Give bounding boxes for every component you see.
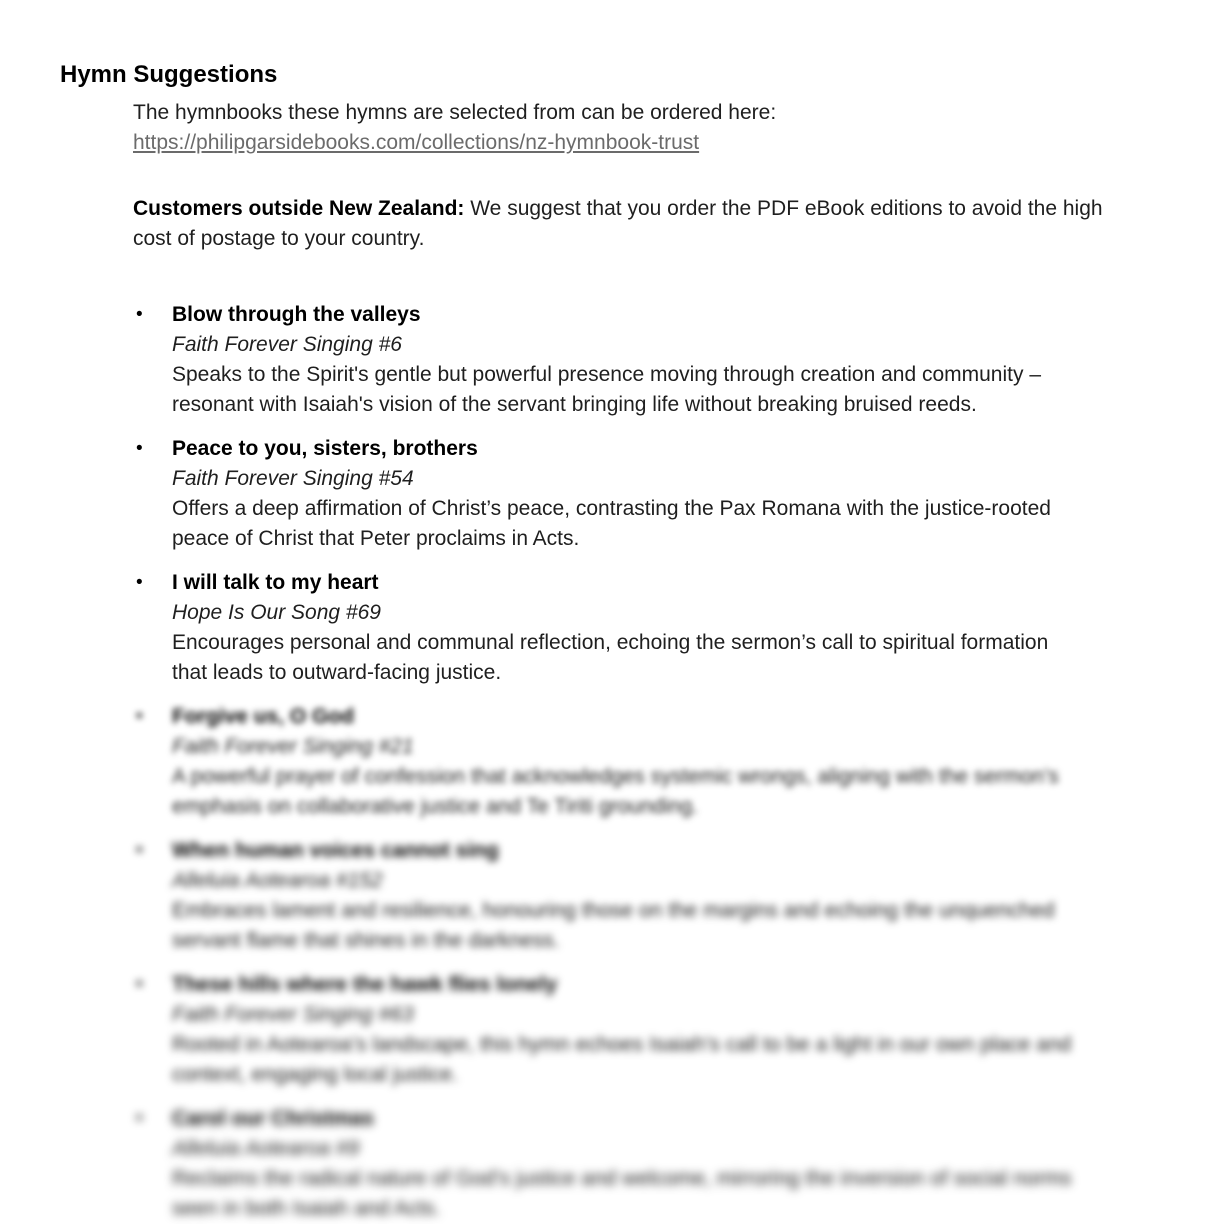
hymn-description-line: emphasis on collaborative justice and Te Tiriti grounding. <box>172 795 699 818</box>
hymn-item <box>133 434 1180 554</box>
hymn-description-line: servant flame that shines in the darkness. <box>172 929 560 952</box>
document-body <box>133 98 1180 1224</box>
hymn-list <box>133 300 1180 1224</box>
hymn-title: Peace to you, sisters, brothers <box>172 437 478 460</box>
bullet-icon: • <box>136 438 143 459</box>
bullet-icon: • <box>136 706 143 727</box>
hymn-source: Alleluia Aotearoa #9 <box>172 1137 360 1160</box>
page-title: Hymn Suggestions <box>60 61 278 88</box>
intro-text: The hymnbooks these hymns are selected from can be ordered here: <box>133 101 777 124</box>
hymn-item <box>133 702 1180 822</box>
hymn-source: Alleluia Aotearoa #152 <box>172 869 383 892</box>
hymn-title: I will talk to my heart <box>172 571 379 594</box>
notice-text-line1: We suggest that you order the PDF eBook editions to avoid the high <box>464 197 1103 220</box>
hymn-description-line: Encourages personal and communal reflection, echoing the sermon’s call to spiritual formation <box>172 631 1049 654</box>
bullet-icon: • <box>136 572 143 593</box>
hymn-item <box>133 1104 1180 1224</box>
hymnbook-order-link[interactable]: https://philipgarsidebooks.com/collections/nz-hymnbook-trust <box>133 131 700 154</box>
hymn-title: Carol our Christmas <box>172 1107 374 1130</box>
bullet-icon: • <box>136 1108 143 1129</box>
hymn-description-line: Speaks to the Spirit's gentle but powerful presence moving through creation and community – <box>172 363 1041 386</box>
bullet-icon: • <box>136 840 143 861</box>
intro-paragraph <box>133 98 1180 158</box>
hymn-source: Faith Forever Singing #54 <box>172 467 414 490</box>
hymn-item <box>133 836 1180 956</box>
hymn-description-line: Embraces lament and resilience, honouring those on the margins and echoing the unquenched <box>172 899 1055 922</box>
hymn-title: These hills where the hawk flies lonely <box>172 973 558 996</box>
shipping-notice-paragraph <box>133 194 1180 254</box>
hymn-description-line: seen in both Isaiah and Acts. <box>172 1197 441 1220</box>
hymn-source: Faith Forever Singing #21 <box>172 735 414 758</box>
hymn-description-line: peace of Christ that Peter proclaims in Acts. <box>172 527 580 550</box>
bullet-icon: • <box>136 974 143 995</box>
hymn-item <box>133 970 1180 1090</box>
hymn-description-line: Offers a deep affirmation of Christ’s peace, contrasting the Pax Romana with the justice-rooted <box>172 497 1051 520</box>
hymn-source: Hope Is Our Song #69 <box>172 601 381 624</box>
bullet-icon: • <box>136 304 143 325</box>
hymn-description-line: that leads to outward-facing justice. <box>172 661 502 684</box>
notice-text-line2: cost of postage to your country. <box>133 227 425 250</box>
hymn-title: Blow through the valleys <box>172 303 421 326</box>
hymn-title: When human voices cannot sing <box>172 839 499 862</box>
hymn-description-line: resonant with Isaiah's vision of the servant bringing life without breaking bruised reeds. <box>172 393 977 416</box>
hymn-description-line: context, engaging local justice. <box>172 1063 459 1086</box>
hymn-title: Forgive us, O God <box>172 705 355 728</box>
hymn-description-line: A powerful prayer of confession that acknowledges systemic wrongs, aligning with the sermon’s <box>172 765 1059 788</box>
hymn-item <box>133 300 1180 420</box>
hymn-description-line: Rooted in Aotearoa’s landscape, this hymn echoes Isaiah’s call to be a light in our own place and <box>172 1033 1072 1056</box>
hymn-source: Faith Forever Singing #6 <box>172 333 402 356</box>
hymn-description-line: Reclaims the radical nature of God’s justice and welcome, mirroring the inversion of social norms <box>172 1167 1072 1190</box>
hymn-source: Faith Forever Singing #63 <box>172 1003 414 1026</box>
notice-bold-label: Customers outside New Zealand: <box>133 197 465 220</box>
hymn-item <box>133 568 1180 688</box>
